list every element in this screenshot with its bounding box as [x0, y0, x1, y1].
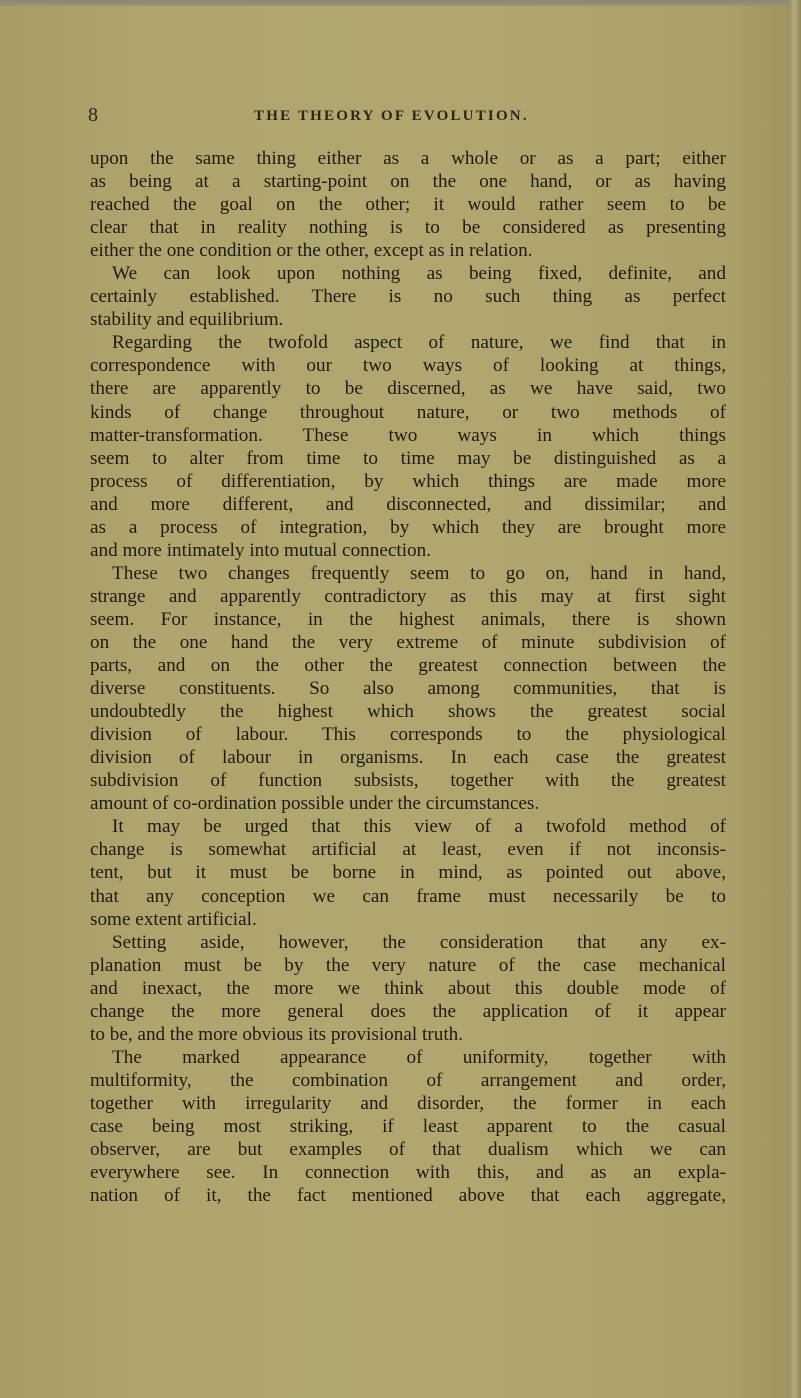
text-line: subdivision of function subsists, together with the greatest: [90, 770, 726, 792]
page-edge-shadow: [790, 0, 801, 1398]
text-line: process of differentiation, by which things are made more: [90, 470, 726, 492]
text-line: undoubtedly the highest which shows the greatest social: [90, 701, 726, 723]
text-line: matter-transformation. These two ways in which things: [90, 424, 726, 446]
text-line: either the one condition or the other, except as in relation.: [90, 240, 533, 262]
paragraph: [90, 562, 726, 816]
body-text: [90, 147, 726, 1207]
text-line: change is somewhat artificial at least, even if not inconsis-: [90, 839, 726, 861]
text-line: It may be urged that this view of a twofold method of: [112, 816, 726, 838]
text-line: Regarding the twofold aspect of nature, we find that in: [112, 332, 726, 354]
text-line: diverse constituents. So also among communities, that is: [90, 678, 726, 700]
text-line: that any conception we can frame must necessarily be to: [90, 885, 726, 907]
text-line: and more different, and disconnected, and dissimilar; and: [90, 493, 726, 515]
text-line: We can look upon nothing as being fixed, definite, and: [112, 263, 726, 285]
text-line: clear that in reality nothing is to be considered as presenting: [90, 217, 726, 239]
running-title: THE THEORY OF EVOLUTION.: [254, 108, 529, 124]
text-line: change the more general does the application of it appear: [90, 1000, 726, 1022]
text-line: as a process of integration, by which they are brought more: [90, 516, 726, 538]
text-line: kinds of change throughout nature, or two methods of: [90, 401, 726, 423]
text-line: strange and apparently contradictory as this may at first sight: [90, 585, 726, 607]
text-line: and more intimately into mutual connection.: [90, 539, 432, 561]
text-line: multiformity, the combination of arrangement and order,: [90, 1069, 726, 1091]
text-line: and inexact, the more we think about this double mode of: [90, 977, 726, 999]
paragraph: [90, 815, 726, 930]
text-line: nation of it, the fact mentioned above that each aggregate,: [90, 1185, 726, 1207]
paragraph: [90, 1046, 726, 1207]
paragraph: [90, 331, 726, 561]
text-line: certainly established. There is no such thing as perfect: [90, 286, 726, 308]
text-line: on the one hand the very extreme of minute subdivision of: [90, 631, 726, 653]
text-line: division of labour. This corresponds to the physiological: [90, 724, 726, 746]
text-line: parts, and on the other the greatest connection between the: [90, 655, 726, 677]
text-line: upon the same thing either as a whole or as a part; either: [90, 148, 726, 169]
page-number: 8: [88, 104, 98, 126]
text-line: case being most striking, if least apparent to the casual: [90, 1115, 726, 1137]
text-line: reached the goal on the other; it would rather seem to be: [90, 194, 726, 216]
paragraph: [90, 931, 726, 1046]
text-line: amount of co-ordination possible under the circumstances.: [90, 793, 540, 815]
text-line: seem. For instance, in the highest animals, there is shown: [90, 608, 726, 630]
running-head: [88, 104, 728, 128]
text-line: These two changes frequently seem to go on, hand in hand,: [112, 562, 726, 584]
text-line: everywhere see. In connection with this, and as an expla-: [90, 1162, 726, 1184]
paragraph: [90, 147, 726, 262]
text-line: seem to alter from time to time may be distinguished as a: [90, 447, 726, 469]
text-line: together with irregularity and disorder, the former in each: [90, 1092, 726, 1114]
text-line: as being at a starting-point on the one hand, or as having: [90, 171, 726, 193]
text-line: some extent artificial.: [90, 908, 257, 930]
text-line: tent, but it must be borne in mind, as pointed out above,: [90, 862, 726, 884]
text-line: there are apparently to be discerned, as we have said, two: [90, 378, 726, 400]
text-line: observer, are but examples of that dualism which we can: [90, 1139, 726, 1161]
text-line: division of labour in organisms. In each case the greatest: [90, 747, 726, 769]
text-line: correspondence with our two ways of looking at things,: [90, 355, 726, 377]
text-line: stability and equilibrium.: [90, 309, 284, 331]
paragraph: [90, 262, 726, 331]
text-line: Setting aside, however, the consideration that any ex-: [112, 931, 726, 953]
text-line: The marked appearance of uniformity, together with: [112, 1046, 726, 1068]
text-line: planation must be by the very nature of the case mechanical: [90, 954, 726, 976]
text-line: to be, and the more obvious its provisional truth.: [90, 1023, 464, 1045]
